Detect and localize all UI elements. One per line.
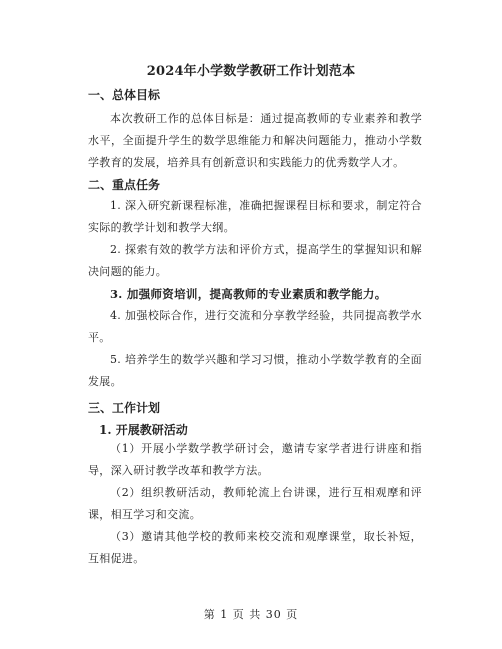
task-item-3: 3. 加强师资培训，提高教师的专业素质和教学能力。 xyxy=(110,287,387,301)
page-number: 第 1 页 共 30 页 xyxy=(203,608,299,621)
task-item-5: 5. 培养学生的数学兴趣和学习习惯，推动小学数学教育的全面发展。 xyxy=(88,353,422,388)
section-heading-tasks: 二、重点任务 xyxy=(88,178,161,192)
task-item-1: 1. 深入研究新课程标准，准确把握课程目标和要求，制定符合实际的教学计划和教学大纲。 xyxy=(88,199,422,234)
section-heading-plan: 三、工作计划 xyxy=(88,401,161,415)
section-heading-goals: 一、总体目标 xyxy=(88,88,161,102)
subsection-heading-activities: 1. 开展教研活动 xyxy=(99,423,188,437)
task-item-4: 4. 加强校际合作，进行交流和分享教学经验，共同提高教学水平。 xyxy=(88,309,422,344)
plan-item-2: （2）组织教研活动，教师轮流上台讲课，进行互相观摩和评课，相互学习和交流。 xyxy=(88,486,422,521)
goals-paragraph: 本次教研工作的总体目标是：通过提高教师的专业素养和教学水平，全面提升学生的数学思维能力和解决问题能力，推动小学数学教育的发展，培养具有创新意识和实践能力的优秀数学人才。 xyxy=(88,112,422,169)
task-item-2: 2. 探索有效的教学方法和评价方式，提高学生的掌握知识和解决问题的能力。 xyxy=(88,243,422,278)
document-title: 2024年小学数学教研工作计划范本 xyxy=(146,64,356,79)
plan-item-1: （1）开展小学数学教学研讨会，邀请专家学者进行讲座和指导，深入研讨教学改革和教学方法。 xyxy=(88,442,422,477)
plan-item-3: （3）邀请其他学校的教师来校交流和观摩课堂，取长补短，互相促进。 xyxy=(88,530,422,565)
